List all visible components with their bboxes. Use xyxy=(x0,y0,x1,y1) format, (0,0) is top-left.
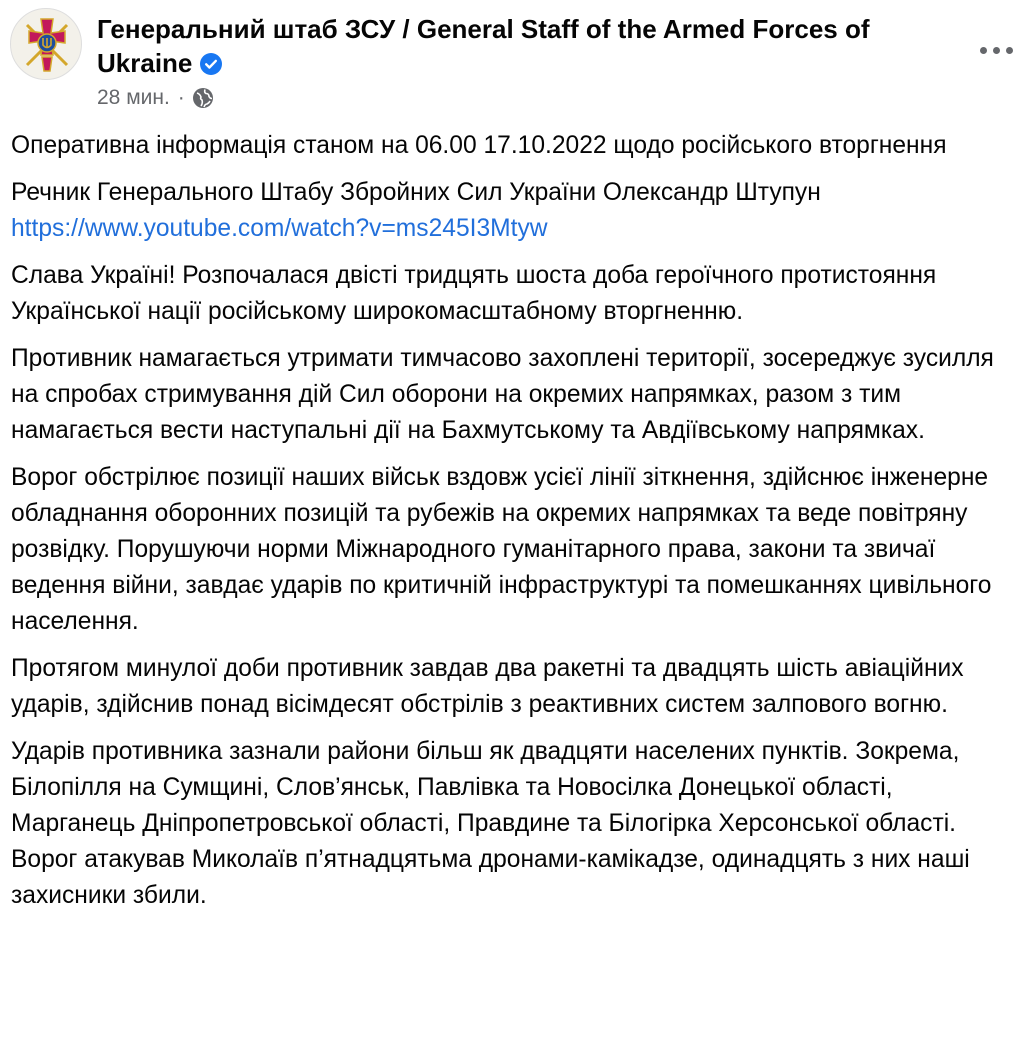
post-paragraph-with-link xyxy=(11,175,1021,247)
page-name[interactable] xyxy=(97,12,937,80)
youtube-link[interactable]: https://www.youtube.com/watch?v=ms245I3Mtyw xyxy=(11,215,548,242)
post-paragraph: Оперативна інформація станом на 06.00 17.10.2022 щодо російського вторгнення xyxy=(11,132,947,159)
post-meta xyxy=(97,85,214,111)
post-paragraph-text: Речник Генерального Штабу Збройних Сил України Олександр Штупун xyxy=(11,179,821,206)
page-avatar[interactable] xyxy=(10,8,82,80)
more-options-icon xyxy=(980,47,987,54)
post-paragraph: Ударів противника зазнали райони більш як двадцяти населених пунктів. Зокрема, Білопілля на Сумщині, Слов’янськ, Павлівка та Новосілка Донецької області, Марганець Дніпропетровської області, Правдине та Білогірка Херсонської області. Ворог атакував Миколаїв п’ятнадцятьма дронами-камікадзе, одинадцять з них наші захисники збили. xyxy=(11,738,970,909)
globe-icon[interactable] xyxy=(192,87,214,109)
page-name-text[interactable]: Генеральний штаб ЗСУ / General Staff of the Armed Forces of Ukraine xyxy=(97,14,870,78)
post-paragraph: Противник намагається утримати тимчасово захоплені території, зосереджує зусилля на спробах стримування дій Сил оборони на окремих напрямках, разом з тим намагається вести наступальні дії на Бахмутському та Авдіївському напрямках. xyxy=(11,345,994,444)
more-options-button[interactable] xyxy=(968,30,1024,70)
post-body xyxy=(11,128,1021,925)
post-header xyxy=(10,8,1024,116)
post-paragraph: Ворог обстрілює позиції наших військ вздовж усієї лінії зіткнення, здійснює інженерне обладнання оборонних позицій та рубежів на окремих напрямках та веде повітряну розвідку. Порушуючи норми Міжнародного гуманітарного права, закони та звичаї ведення війни, завдає ударів по критичній інфраструктурі та помешканнях цивільного населення. xyxy=(11,464,992,635)
post-paragraph: Слава Україні! Розпочалася двісті тридцять шоста доба героїчного протистояння Української нації російському широкомасштабному вторгненню. xyxy=(11,262,937,325)
verified-badge-icon xyxy=(200,53,222,75)
post-timestamp[interactable]: 28 мин. xyxy=(97,86,170,109)
meta-separator: · xyxy=(177,86,185,109)
post-paragraph: Протягом минулої доби противник завдав два ракетні та двадцять шість авіаційних ударів, здійснив понад вісімдесят обстрілів з реактивних систем залпового вогню. xyxy=(11,655,964,718)
armed-forces-emblem-icon xyxy=(11,9,82,80)
